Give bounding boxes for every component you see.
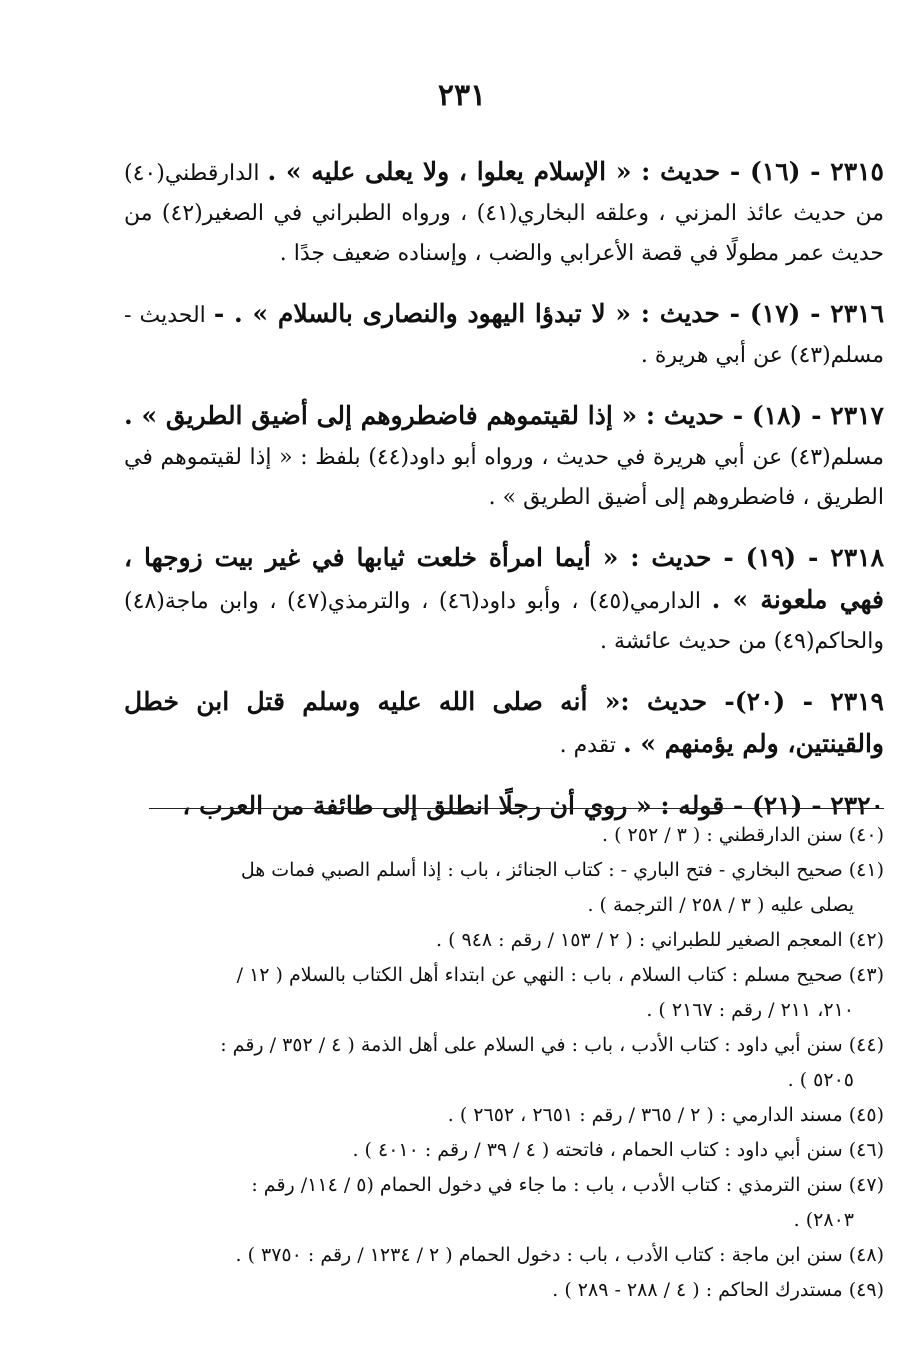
- footnote-continuation: ٢٨٠٣) .: [793, 1209, 854, 1231]
- footnote: (٤٢) المعجم الصغير للطبراني : ( ٢ / ١٥٣ / رقم : ٩٤٨ ) .: [435, 929, 884, 951]
- hadith-commentary: الدارمي(٤٥) ، وأبو داود(٤٦) ، والترمذي(٤٧) ، وابن ماجة(٤٨) والحاكم(٤٩) من حديث عائشة .: [124, 589, 884, 654]
- hadith-heading: ٢٣١٨ - (١٩) - حديث : « أيما امرأة خلعت ثيابها في غير بيت زوجها ، فهي ملعونة » .: [124, 543, 885, 614]
- hadith-entry: [124, 682, 884, 766]
- page-number: ٢٣١: [437, 78, 487, 113]
- hadith-heading: ٢٣٢٠ - (٢١) - قوله : « روي أن رجلًا انطلق إلى طائفة من العرب ،: [182, 791, 884, 820]
- footnote: (٤٧) سنن الترمذي : كتاب الأدب ، باب : ما جاء في دخول الحمام (٥ / ١١٤/ رقم :: [251, 1174, 884, 1196]
- hadith-commentary: مسلم(٤٣) عن أبي هريرة في حديث ، ورواه أبو داود(٤٤) بلفظ : « إذا لقيتموهم في الطريق ، فاضطروهم إلى أضيق الطريق » .: [124, 445, 884, 510]
- footnote: (٤٩) مستدرك الحاكم : ( ٤ / ٢٨٨ - ٢٨٩ ) .: [552, 1279, 884, 1301]
- footnote: (٤٤) سنن أبي داود : كتاب الأدب ، باب : في السلام على أهل الذمة ( ٤ / ٣٥٢ / رقم :: [220, 1034, 884, 1056]
- hadith-entry: [124, 294, 884, 376]
- hadith-entry: [124, 396, 884, 518]
- hadith-commentary: الدارقطني(٤٠) من حديث عائذ المزني ، وعلقه البخاري(٤١) ، ورواه الطبراني في الصغير(٤٢) من حديث عمر مطولًا في قصة الأعرابي والضب ، وإسناده ضعيف جدًا .: [124, 161, 885, 266]
- footnote: (٤١) صحيح البخاري - فتح الباري - : كتاب الجنائز ، باب : إذا أسلم الصبي فمات هل: [240, 859, 884, 881]
- footnote: (٤٨) سنن ابن ماجة : كتاب الأدب ، باب : دخول الحمام ( ٢ / ١٢٣٤ / رقم : ٣٧٥٠ ) .: [235, 1244, 884, 1266]
- hadith-entries: [124, 152, 884, 848]
- footnote: (٤٠) سنن الدارقطني : ( ٣ / ٢٥٢ ) .: [602, 824, 884, 846]
- hadith-heading: ٢٣١٦ - (١٧) - حديث : « لا تبدؤا اليهود والنصارى بالسلام » . -: [213, 299, 884, 328]
- footnote-continuation: يصلى عليه ( ٣ / ٢٥٨ / الترجمة ) .: [587, 894, 854, 916]
- hadith-commentary: الحديث - مسلم(٤٣) عن أبي هريرة .: [124, 303, 884, 368]
- hadith-heading: ٢٣١٥ - (١٦) - حديث : « الإسلام يعلوا ، ولا يعلى عليه » .: [267, 157, 884, 186]
- hadith-commentary: تقدم .: [559, 733, 616, 758]
- footnote: (٤٣) صحيح مسلم : كتاب السلام ، باب : النهي عن ابتداء أهل الكتاب بالسلام ( ١٢ /: [236, 964, 884, 986]
- hadith-entry: [124, 538, 884, 662]
- footnote-continuation: ٥٢٠٥ ) .: [787, 1069, 854, 1091]
- hadith-entry: [124, 152, 884, 274]
- footnote-continuation: ٢١٠، ٢١١ / رقم : ٢١٦٧ ) .: [646, 999, 854, 1021]
- footnote: (٤٥) مسند الدارمي : ( ٢ / ٣٦٥ / رقم : ٢٦٥١ ، ٢٦٥٢ ) .: [447, 1104, 884, 1126]
- hadith-heading: ٢٣١٩ - (٢٠)- حديث :« أنه صلى الله عليه وسلم قتل ابن خطل والقينتين، ولم يؤمنهم » .: [124, 687, 884, 758]
- hadith-heading: ٢٣١٧ - (١٨) - حديث : « إذا لقيتموهم فاضطروهم إلى أضيق الطريق » .: [124, 401, 884, 430]
- footnote-divider: [149, 808, 884, 809]
- footnotes: [124, 818, 884, 1308]
- footnote: (٤٦) سنن أبي داود : كتاب الحمام ، فاتحته ( ٤ / ٣٩ / رقم : ٤٠١٠ ) .: [352, 1139, 884, 1161]
